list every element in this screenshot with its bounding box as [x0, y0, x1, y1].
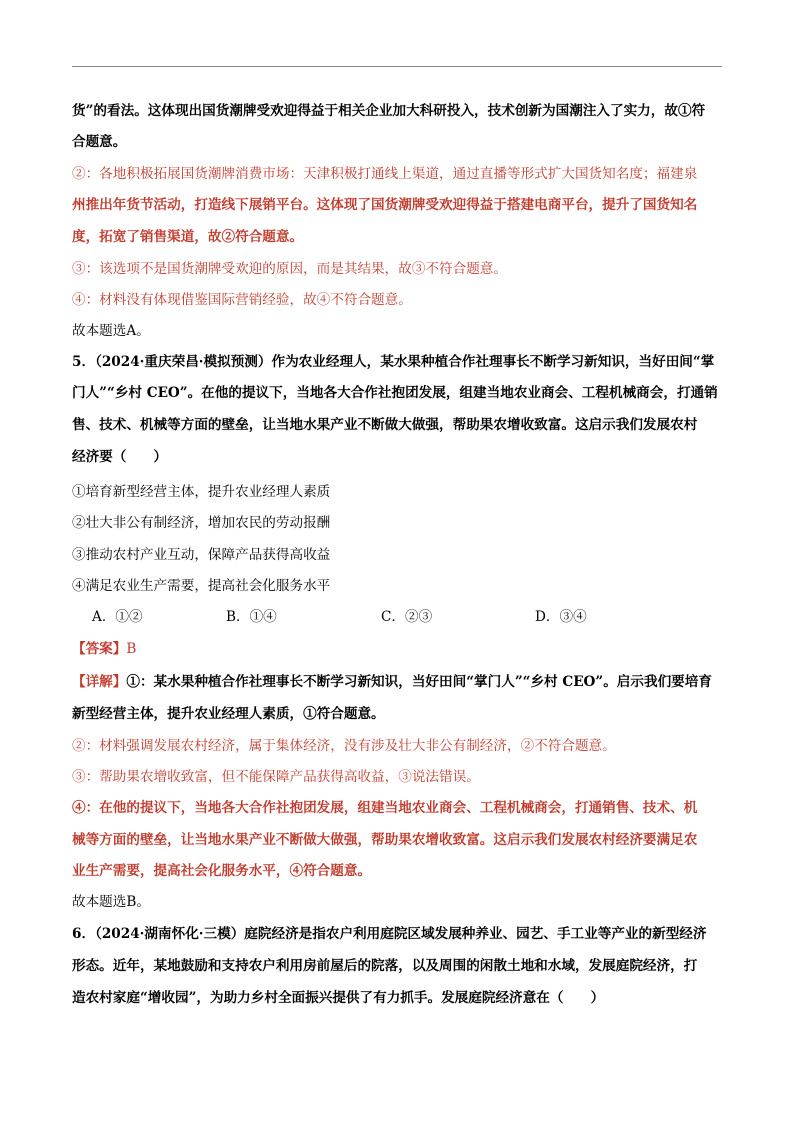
q5-option-a: A．①② [92, 609, 143, 625]
prev-analysis-2: 州推出年货节活动，打造线下展销平台。这体现了国货潮牌受欢迎得益于搭建电商平台，提升了国货知名 [72, 197, 698, 213]
header-rule [72, 66, 722, 67]
q5-conclusion: 故本题选B。 [72, 894, 150, 910]
q5-detail-4: 业生产需要，提高社会化服务水平，④符合题意。 [72, 863, 372, 879]
q5-detail [72, 673, 732, 692]
q5-item: ③推动农村产业互动，保障产品获得高收益 [72, 547, 331, 563]
q6-stem: 6．（2024·湖南怀化·三模）庭院经济是指农户利用庭院区域发展种养业、园艺、手工业等产业的新型经济 [72, 926, 707, 942]
q5-detail-3: ③：帮助果农增收致富，但不能保障产品获得高收益，③说法错误。 [72, 769, 480, 785]
prev-analysis-3: ③：该选项不是国货潮牌受欢迎的原因，而是其结果，故③不符合题意。 [72, 261, 507, 277]
prev-conclusion: 故本题选A。 [72, 323, 150, 339]
detail-tag: 【详解】 [72, 674, 127, 690]
q5-detail-4: ④：在他的提议下，当地各大合作社抱团发展，组建当地农业商会、工程机械商会，打通销售、技术、机 [72, 800, 698, 816]
q5-item: ②壮大非公有制经济，增加农民的劳动报酬 [72, 515, 331, 531]
prev-analysis-2: 度，拓宽了销售渠道，故②符合题意。 [72, 229, 304, 245]
q5-stem: 门人”“乡村 CEO”。在他的提议下，当地各大合作社抱团发展，组建当地农业商会、工程机械商会，打通销 [72, 385, 718, 401]
q5-detail-4: 械等方面的壁垒，让当地水果产业不断做大做强，帮助果农增收致富。这启示我们发展农村经济要满足农 [72, 832, 698, 848]
q5-item: ④满足农业生产需要，提高社会化服务水平 [72, 578, 331, 594]
detail-text: ①：某水果种植合作社理事长不断学习新知识，当好田间“掌门人”“乡村 CEO”。启示我们要培育 [126, 674, 712, 690]
q5-item: ①培育新型经营主体，提升农业经理人素质 [72, 484, 331, 500]
q5-detail: 新型经营主体，提升农业经理人素质，①符合题意。 [72, 706, 385, 722]
answer-value: B [126, 641, 137, 657]
prev-text-line: 货”的看法。这体现出国货潮牌受欢迎得益于相关企业加大科研投入，技术创新为国潮注入了实力，故①符 [72, 103, 706, 119]
q6-stem: 造农村家庭“增收园”，为助力乡村全面振兴提供了有力抓手。发展庭院经济意在（ ） [72, 990, 605, 1006]
q5-answer [72, 640, 732, 659]
prev-analysis-4: ④：材料没有体现借鉴国际营销经验，故④不符合题意。 [72, 292, 412, 308]
q5-stem: 售、技术、机械等方面的壁垒，让当地水果产业不断做大做强，帮助果农增收致富。这启示我们发展农村 [72, 417, 698, 433]
q5-stem: 经济要（ ） [72, 449, 168, 465]
q5-option-c: C．②③ [381, 609, 433, 625]
q5-option-d: D．③④ [535, 609, 587, 625]
answer-tag: 【答案】 [72, 641, 127, 657]
prev-analysis-2: ②：各地积极拓展国货潮牌消费市场：天津积极打通线上渠道，通过直播等形式扩大国货知名度；福建泉 [72, 166, 698, 182]
q5-option-b: B．①④ [226, 609, 277, 625]
prev-text-line: 合题意。 [72, 134, 127, 150]
q5-detail-2: ②：材料强调发展农村经济，属于集体经济，没有涉及壮大非公有制经济，②不符合题意。 [72, 738, 616, 754]
q5-stem: 5．（2024·重庆荣昌·模拟预测）作为农业经理人，某水果种植合作社理事长不断学习新知识，当好田间“掌 [72, 354, 715, 370]
q6-stem: 形态。近年，某地鼓励和支持农户利用房前屋后的院落，以及周围的闲散土地和水域，发展庭院经济，打 [72, 958, 698, 974]
